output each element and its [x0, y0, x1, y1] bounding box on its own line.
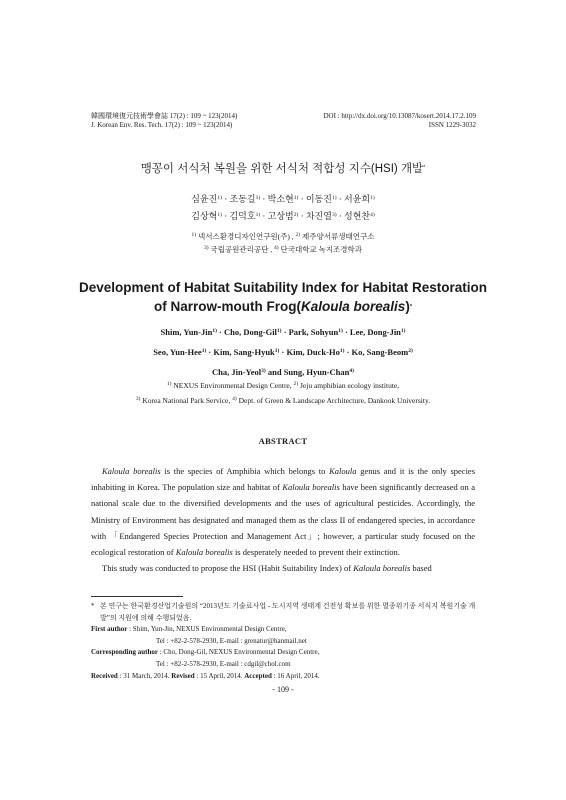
affiliation-mark: 1) — [217, 195, 222, 201]
abstract-text: genus and it is the only species inhabiting in Korea. The population size and habitat of — [91, 466, 476, 493]
page-number: - 109 - — [272, 685, 294, 694]
first-author-text: : Shim, Yun-Jin, NEXUS Environmental Design Centre, — [129, 625, 287, 634]
affiliation-mark: 1) — [331, 195, 337, 201]
affiliation-mark: 3) — [331, 212, 337, 218]
affiliation-mark: 1) — [400, 328, 406, 334]
affiliation-mark: 1) — [339, 348, 345, 354]
affiliation-text: 국립공원관리공단 , — [210, 245, 273, 254]
author-separator: · — [338, 194, 342, 204]
journal-citation-korean: 韓國環境復元技術學會誌 17(2) : 109 ~ 123(2014) — [91, 112, 238, 120]
english-author-line-2 — [60, 342, 506, 362]
affiliation-text: 단국대학교 녹지조경학과 — [280, 245, 363, 254]
korean-author: 조동길 — [229, 194, 256, 204]
funding-note — [91, 601, 491, 624]
english-title-line-2 — [60, 297, 506, 316]
first-author-contact: Tel : +82-2-578-2930, E-mail : grenatur@hanmail.net — [156, 636, 307, 645]
author-separator: · — [338, 211, 342, 221]
abstract-text: is the species of Amphibia which belongs to — [164, 466, 326, 476]
affiliation-mark: 2) — [293, 381, 299, 387]
korean-title — [0, 160, 566, 176]
affiliation-mark: 1) — [255, 212, 261, 218]
affiliation-mark: 1) — [274, 348, 280, 354]
korean-affiliation-line-1 — [0, 230, 566, 243]
running-header-identifiers — [323, 112, 476, 130]
corresponding-author-label: Corresponding author — [91, 648, 158, 657]
english-title-line-1: Development of Habitat Suitability Index for Habitat Restoration — [78, 280, 488, 295]
english-author: Sung, Hyun-Chan — [283, 367, 350, 377]
journal-citation-english: J. Korean Env. Res. Tech. 17(2) : 109 ~ 123(2014) — [91, 121, 233, 129]
affiliation-mark: 1) — [338, 328, 343, 334]
affiliation-mark: 4) — [274, 245, 279, 251]
abstract-text: is desperately needed to prevent their extinction. — [234, 547, 400, 558]
author-separator: · — [344, 327, 348, 337]
first-author-note — [91, 624, 491, 636]
corresponding-author-note — [91, 647, 491, 659]
abstract-text: This study was conducted to propose the HSI (Habit Suitability Index) of — [102, 563, 352, 574]
author-separator: · — [283, 327, 287, 337]
accepted-date: : 16 April, 2014. — [273, 671, 320, 680]
species-name: Kaloula borealis — [175, 547, 233, 558]
funding-text: 본 연구는 한국환경산업기술원의 “2013년도 기술료사업 - 도시지역 생태계 건전성 확보를 위한 멸종위기종 서식지 복원기술 개발”의 지원에 의해 수행되었음. — [100, 602, 476, 622]
affiliation-mark: 1) — [276, 328, 282, 334]
korean-affiliations — [0, 230, 566, 256]
english-affiliations — [50, 378, 516, 408]
korean-author: 김덕호 — [229, 211, 256, 221]
title-text: ) — [405, 299, 410, 314]
received-label: Received — [91, 671, 118, 680]
english-author: Ko, Sang-Beom — [351, 347, 409, 357]
issn: ISSN 1229-3032 — [428, 121, 476, 129]
abstract-paragraph-1 — [91, 463, 475, 560]
korean-author-line-1 — [0, 191, 566, 208]
doi-link[interactable]: DOI : http://dx.doi.org/10.13087/kosert.2014.17.2.109 — [323, 112, 476, 120]
corresponding-author-text: : Cho, Dong-Gil, NEXUS Environmental Design Centre, — [159, 648, 320, 657]
korean-author: 심윤진 — [191, 194, 218, 204]
affiliation-mark: 1) — [166, 381, 172, 387]
title-text: of Narrow-mouth Frog( — [154, 299, 302, 314]
author-separator: · — [262, 211, 266, 221]
english-author: Lee, Dong-Jin — [349, 327, 401, 337]
accepted-label: Accepted — [244, 671, 272, 680]
author-separator: · — [300, 211, 304, 221]
english-title — [60, 278, 506, 316]
submission-dates — [91, 671, 491, 683]
revised-label: Revised — [171, 671, 195, 680]
english-affiliation-line-2 — [50, 393, 516, 408]
author-separator: · — [224, 211, 228, 221]
affiliation-mark: 1) — [255, 195, 261, 201]
korean-author: 고상범 — [267, 211, 294, 221]
english-author: Cha, Jin-Yeol — [212, 367, 262, 377]
genus-name: Kaloula — [329, 466, 357, 476]
english-author: Park, Sohyun — [288, 327, 339, 337]
affiliation-mark: 4) — [232, 396, 237, 402]
affiliation-mark: 2) — [293, 212, 299, 218]
affiliation-mark: 3) — [261, 368, 266, 374]
affiliation-mark: 4) — [370, 212, 375, 218]
author-separator: · — [224, 194, 228, 204]
author-separator: · — [262, 194, 266, 204]
species-name: Kaloula borealis — [353, 563, 411, 574]
author-conjunction: and — [267, 367, 282, 377]
affiliation-text: Korea National Park Service, — [142, 396, 231, 405]
korean-title-text: 맹꽁이 서식처 복원을 위한 서식처 적합성 지수(HSI) 개발 — [140, 163, 424, 175]
english-title-mark: * — [409, 304, 412, 310]
author-separator: · — [300, 194, 304, 204]
author-separator: · — [281, 347, 285, 357]
english-affiliation-line-1 — [50, 378, 516, 393]
affiliation-mark: 3) — [135, 396, 141, 402]
abstract-paragraph-2 — [91, 560, 475, 576]
footnote-divider — [91, 596, 183, 597]
korean-affiliation-line-2 — [0, 243, 566, 256]
affiliation-mark: 1) — [212, 328, 217, 334]
english-author: Seo, Yun-Hee — [153, 347, 202, 357]
abstract-body — [91, 463, 475, 576]
author-separator: · — [219, 327, 222, 337]
affiliation-text: 넥서스환경디자인연구원(주) , — [197, 232, 294, 241]
english-authors — [60, 322, 506, 382]
affiliation-mark: 4) — [349, 368, 354, 374]
korean-author: 성현찬 — [344, 211, 371, 221]
running-header-journal — [91, 112, 237, 130]
corresponding-author-contact: Tel : +82-2-578-2930, E-mail : cdgil@chol.com — [156, 659, 291, 668]
korean-author: 서윤희 — [344, 194, 371, 204]
first-author-label: First author — [91, 625, 128, 634]
affiliation-text: Jeju amphibian ecology institute, — [299, 381, 400, 390]
korean-author: 김상혁 — [191, 211, 218, 221]
affiliation-text: 제주양서류생태연구소 — [302, 232, 375, 241]
author-separator: · — [346, 347, 350, 357]
korean-authors — [0, 191, 566, 225]
affiliation-mark: 1) — [191, 232, 197, 238]
korean-author: 차진열 — [305, 211, 332, 221]
english-author-line-1 — [60, 322, 506, 342]
affiliation-text: NEXUS Environmental Design Centre, — [173, 381, 292, 390]
affiliation-mark: 3) — [203, 245, 209, 251]
korean-author: 이동진 — [305, 194, 332, 204]
english-author: Cho, Dong-Gil — [224, 327, 277, 337]
species-name: Kaloula borealis — [102, 466, 161, 476]
species-name: Kaloula borealis — [301, 299, 406, 314]
english-author: Kim, Sang-Hyuk — [213, 347, 275, 357]
english-author: Shim, Yun-Jin — [160, 327, 213, 337]
affiliation-mark: 1) — [201, 348, 207, 354]
species-name: Kaloula borealis — [282, 482, 340, 493]
affiliation-text: Dept. of Green & Landscape Architecture, Dankook University. — [238, 396, 431, 405]
affiliation-mark: 2) — [295, 232, 301, 238]
revised-date: : 15 April, 2014. — [196, 671, 243, 680]
affiliation-mark: 2) — [408, 348, 413, 354]
abstract-text: based — [412, 563, 432, 574]
korean-author-line-2 — [0, 208, 566, 225]
korean-author: 박소현 — [267, 194, 294, 204]
english-author: Kim, Duck-Ho — [286, 347, 340, 357]
abstract-heading: ABSTRACT — [258, 436, 308, 446]
abstract-text: have been significantly decreased on a national scale due to the diversified developments and the uses of agricultural pesticides. Accordingly, the Ministry of Environment has designated and managed them as the class II of endangered species, in accordance with 「Endangered Species Protection and Management Act」; however, a particular study focused on the ecological restoration of — [91, 482, 476, 558]
korean-title-mark: * — [423, 165, 426, 171]
footnote-mark: * — [91, 602, 95, 610]
footnotes — [91, 601, 491, 682]
affiliation-mark: 1) — [370, 195, 375, 201]
author-separator: · — [208, 347, 212, 357]
affiliation-mark: 1) — [217, 212, 222, 218]
received-date: : 31 March, 2014. — [119, 671, 170, 680]
affiliation-mark: 1) — [293, 195, 299, 201]
